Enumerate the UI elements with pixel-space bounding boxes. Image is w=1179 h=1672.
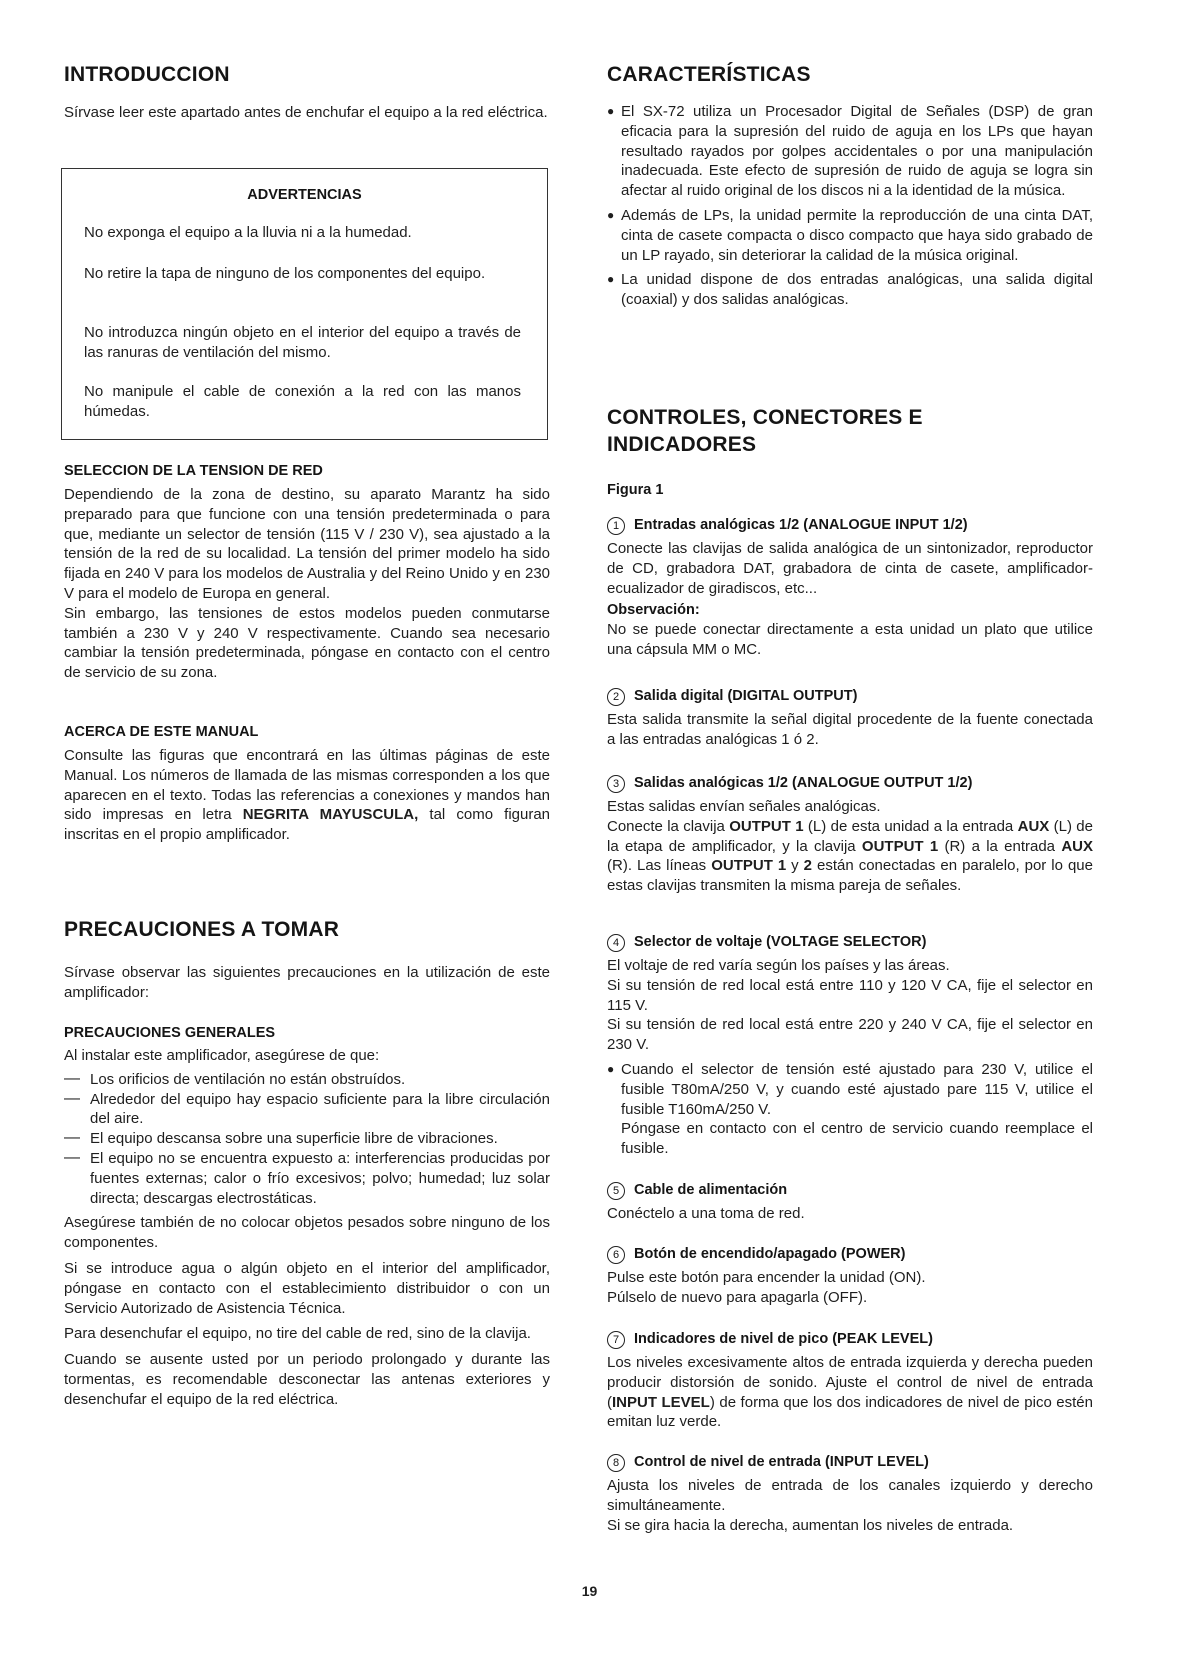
control-item-3 (607, 774, 1093, 896)
control-title: Indicadores de nivel de pico (PEAK LEVEL) (634, 1331, 933, 1347)
bold-text-run: AUX (1061, 837, 1093, 855)
dash-marker: — (64, 1069, 80, 1087)
control-item-2 (607, 687, 1093, 750)
text-run: (L) de la etapa de amplificador, y la clavija (607, 817, 1093, 855)
bold-text-run: 2 (803, 857, 813, 875)
control-title: Control de nivel de entrada (INPUT LEVEL) (634, 1454, 929, 1470)
control-text: Esta salida transmite la señal digital procedente de la fuente conectada a las entradas analógicas 1 ó 2. (607, 711, 1093, 748)
circled-number: 7 (607, 1331, 625, 1349)
text-run: (R) a la entrada (938, 837, 1062, 855)
bold-text-run: NEGRITA MAYUSCULA, (242, 806, 419, 824)
control-item-4 (607, 933, 1093, 1159)
dash-item: Los orificios de ventilación no están obstruídos. (90, 1070, 406, 1088)
control-text: Póngase en contacto con el centro de servicio cuando reemplace el fusible. (621, 1120, 1093, 1158)
dash-item: El equipo descansa sobre una superficie libre de vibraciones. (90, 1130, 498, 1148)
voltage-paragraph: Sin embargo, las tensiones de estos modelos pueden conmutarse también a 230 V y 240 V respectivamente. Cuando sea necesario cambiar la tensión predeterminada, póngase en contacto con el centro de servicio de su zona. (64, 604, 550, 682)
control-title: Salida digital (DIGITAL OUTPUT) (634, 688, 858, 704)
introduccion-heading: INTRODUCCION (64, 63, 230, 86)
text-run: (R). Las líneas (607, 857, 712, 875)
control-title: Cable de alimentación (634, 1182, 788, 1198)
precaution-paragraph: Si se introduce agua o algún objeto en el interior del amplificador, póngase en contacto con el establecimiento distribuidor o con un Servicio Autorizado de Asistencia Técnica. (64, 1259, 550, 1317)
circled-number: 3 (607, 775, 625, 793)
warnings-heading: ADVERTENCIAS (247, 187, 362, 203)
circled-number: 8 (607, 1454, 625, 1472)
feature-item: Además de LPs, la unidad permite la reproducción de una cinta DAT, cinta de casete compacta o disco compacto que haya sido grabado de un LP rayado, sin deteriorar la calidad de la música original. (621, 206, 1093, 264)
text-run: (L) de esta unidad a la entrada (803, 817, 1018, 835)
control-title: Entradas analógicas 1/2 (ANALOGUE INPUT 1/2) (634, 517, 968, 533)
control-text (607, 817, 1093, 896)
control-item-5 (607, 1181, 1093, 1224)
control-text: Si su tensión de red local está entre 110 y 120 V CA, fije el selector en 115 V. (607, 976, 1093, 1014)
warning-item: No retire la tapa de ninguno de los componentes del equipo. (84, 265, 486, 282)
text-run: tal como figuran inscritas en el propio amplificador. (64, 806, 551, 844)
general-precautions (64, 1046, 550, 1410)
general-precautions-heading: PRECAUCIONES GENERALES (64, 1025, 276, 1041)
general-lead: Al instalar este amplificador, asegúrese de que: (64, 1047, 380, 1064)
dash-marker: — (64, 1129, 80, 1147)
page-number: 19 (581, 1583, 598, 1599)
feature-item: El SX-72 utiliza un Procesador Digital de Señales (DSP) de gran eficacia para la supresión del ruido de aguja en los LPs que hayan resultado rayados por golpes accidentales o por una manipulación inadecuada. Este efecto de supresión de ruido de aguja se logra sin afectar al ruido original de los discos ni a la identidad de la música. (621, 103, 1093, 200)
bullet-icon: ● (607, 272, 615, 287)
control-item-7 (607, 1330, 1093, 1432)
precaution-paragraph: Cuando se ausente usted por un periodo prolongado y durante las tormentas, es recomendable desconectar las antenas exteriores y desenchufar el equipo de la red eléctrica. (64, 1351, 550, 1408)
voltage-heading: SELECCION DE LA TENSION DE RED (64, 463, 323, 479)
dash-marker: — (64, 1089, 80, 1107)
warning-item: No introduzca ningún objeto en el interior del equipo a través de las ranuras de ventilación del mismo. (84, 324, 521, 361)
precaution-paragraph: Asegúrese también de no colocar objetos pesados sobre ninguno de los componentes. (64, 1214, 550, 1252)
bullet-icon: ● (607, 104, 615, 118)
circled-number: 1 (607, 517, 625, 535)
circled-number: 2 (607, 688, 625, 706)
control-title: Salidas analógicas 1/2 (ANALOGUE OUTPUT 1/2) (634, 775, 973, 791)
text-run: Consulte las figuras que encontrará en las últimas páginas de este Manual. Los números de llamada de las mismas corresponden a los que aparecen en el texto. Todas las referencias a conexiones y mandos han sido impresas en letra (64, 747, 550, 824)
dash-item: El equipo no se encuentra expuesto a: interferencias producidas por fuentes externas; calor o frío excesivos; polvo; humedad; luz solar directa; descargas electrostáticas. (90, 1149, 550, 1207)
voltage-paragraph: Dependiendo de la zona de destino, su aparato Marantz ha sido preparado para que funcione con una tensión predeterminada o para que, mediante un selector de tensión (115 V / 230 V), sea ajustado a la tensión de la red de su localidad. La tensión del primer modelo ha sido fijada en 240 V para los modelos de Australia y del Reino Unido y en 230 V para el modelo de Europa en general. (64, 486, 550, 602)
control-text: Ajusta los niveles de entrada de los canales izquierdo y derecho simultáneamente. (607, 1477, 1093, 1514)
intro-text: Sírvase leer este apartado antes de enchufar el equipo a la red eléctrica. (64, 104, 548, 121)
control-item-6 (607, 1245, 1093, 1308)
dash-marker: — (64, 1148, 80, 1166)
caracteristicas-heading: CARACTERÍSTICAS (607, 63, 811, 86)
bold-text-run: OUTPUT 1 (861, 837, 939, 855)
bold-text-run: INPUT LEVEL (612, 1393, 710, 1411)
control-text: Estas salidas envían señales analógicas. (607, 798, 881, 815)
feature-item: La unidad dispone de dos entradas analógicas, una salida digital (coaxial) y dos salidas analógicas. (621, 271, 1093, 309)
text-run: están conectadas en paralelo, por lo que estas clavijas transmiten la misma pareja de señales. (607, 857, 1093, 895)
bullet-icon: ● (607, 207, 615, 222)
control-text: Conecte las clavijas de salida analógica de un sintonizador, reproductor de CD, grabadora DAT, grabadora de cinta de casete, amplificador-ecualizador de giradiscos, etc... (607, 540, 1093, 597)
control-text: Cuando el selector de tensión esté ajustado para 230 V, utilice el fusible T80mA/250 V, y cuando esté ajustado pare 115 V, utilice el fusible T160mA/250 V. (621, 1060, 1093, 1118)
precaution-paragraph: Para desenchufar el equipo, no tire del cable de red, sino de la clavija. (64, 1325, 531, 1343)
precautions-intro: Sírvase observar las siguientes precauciones en la utilización de este amplificador: (64, 964, 550, 1001)
control-title: Botón de encendido/apagado (POWER) (634, 1246, 906, 1262)
control-text: Si su tensión de red local está entre 220 y 240 V CA, fije el selector en 230 V. (607, 1016, 1093, 1054)
dash-item: Alrededor del equipo hay espacio suficiente para la libre circulación del aire. (90, 1090, 550, 1128)
manual-text (64, 746, 550, 845)
circled-number: 4 (607, 934, 625, 952)
control-item-1 (607, 516, 1093, 660)
control-title: Selector de voltaje (VOLTAGE SELECTOR) (634, 934, 927, 950)
control-item-8 (607, 1453, 1093, 1535)
note-heading: Observación: (607, 602, 700, 619)
warnings-box (61, 168, 548, 440)
note-text: No se puede conectar directamente a esta unidad un plato que utilice una cápsula MM o MC. (607, 621, 1093, 659)
circled-number: 5 (607, 1182, 625, 1200)
control-text: Pulse este botón para encender la unidad (ON). (607, 1269, 926, 1286)
circled-number: 6 (607, 1246, 625, 1264)
warning-item: No exponga el equipo a la lluvia ni a la humedad. (84, 224, 412, 241)
bold-text-run: OUTPUT 1 (711, 857, 787, 875)
warning-item: No manipule el cable de conexión a la red con las manos húmedas. (84, 383, 521, 420)
control-text: Púlselo de nuevo para apagarla (OFF). (607, 1288, 868, 1306)
precauciones-heading: PRECAUCIONES A TOMAR (64, 918, 340, 941)
voltage-section (64, 485, 550, 683)
bold-text-run: AUX (1017, 817, 1050, 835)
control-text: Si se gira hacia la derecha, aumentan los niveles de entrada. (607, 1516, 1014, 1534)
features-list (607, 102, 1093, 310)
manual-heading: ACERCA DE ESTE MANUAL (64, 724, 259, 740)
controles-heading: CONTROLES, CONECTORES E INDICADORES (607, 406, 923, 456)
bold-text-run: OUTPUT 1 (729, 817, 804, 835)
control-text: Conéctelo a una toma de red. (607, 1205, 805, 1222)
text-run: y (786, 857, 804, 875)
text-run: ) de forma que los dos indicadores de nivel de pico estén emitan luz verde. (607, 1393, 1093, 1431)
control-text (607, 1353, 1093, 1432)
control-text: El voltaje de red varía según los países y las áreas. (607, 957, 950, 974)
bullet-icon: ● (607, 1061, 615, 1076)
text-run: Conecte la clavija (607, 817, 730, 835)
text-run: Los niveles excesivamente altos de entrada izquierda y derecha pueden producir distorsión de sonido. Ajuste el control de nivel de entrada ( (607, 1354, 1093, 1411)
figure-label: Figura 1 (607, 482, 664, 498)
